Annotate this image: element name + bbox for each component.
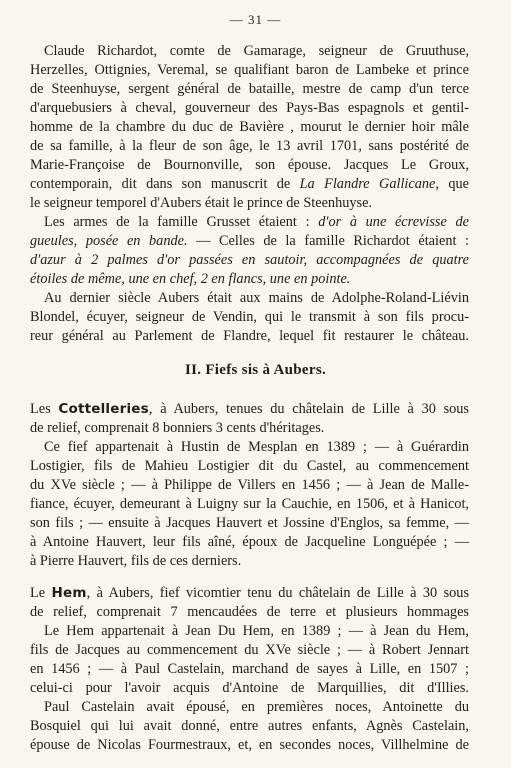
paragraph-line: Au dernier siècle Aubers était aux mains de Adolphe-Roland-Liévin xyxy=(44,290,469,306)
paragraph-line: Blondel, écuyer, seigneur de Vendin, qui le transmit à son fils procu- xyxy=(30,309,469,325)
fief-name: Cottelleries xyxy=(58,401,149,417)
paragraph-line xyxy=(30,232,469,250)
paragraph-line: de sa famille, à la fleur de son âge, le 13 avril 1701, sans postérité de xyxy=(30,138,469,154)
paragraph-line: Ce fief appartenait à Hustin de Mesplan en 1389 ; — à Guérardin xyxy=(44,439,469,455)
paragraph-line: épouse de Nicolas Fourmestraux, et, en secondes noces, Villhelmine de xyxy=(30,737,469,753)
paragraph-line: Bosquiel qui lui avait donné, entre autres enfants, Agnès Castelain, xyxy=(30,718,469,734)
paragraph-line: son fils ; — ensuite à Jacques Hauvert et Jossine d'Englos, sa femme, — xyxy=(30,515,469,531)
paragraph-line: Paul Castelain avait épousé, en premières noces, Antoinette du xyxy=(44,699,469,715)
paragraph-line: d'arquebusiers à cheval, gouverneur des Pays-Bas espagnols et gentil- xyxy=(30,100,469,116)
page-number: — 31 — xyxy=(229,12,282,27)
paragraph-line: reur général au Parlement de Flandre, lequel fit restaurer le château. xyxy=(30,328,469,344)
text-run: , que xyxy=(435,176,470,192)
text-run: Le xyxy=(30,585,52,601)
paragraph-line: du XVe siècle ; — à Philippe de Villers en 1456 ; — à Jean de Malle- xyxy=(30,477,469,493)
paragraph-line: Marie-Françoise de Bournonville, son épouse. Jacques Le Groux, xyxy=(30,157,469,173)
paragraph-line: homme de la chambre du duc de Bavière , mourut le dernier hoir mâle xyxy=(30,119,469,135)
italic-run: étoiles de même, une en chef, 2 en flancs, une en pointe. xyxy=(30,271,351,287)
paragraph-line: Herzelles, Ottignies, Veremal, se qualifiant baron de Lambeke et prince xyxy=(30,62,469,78)
paragraph-line xyxy=(30,400,469,418)
paragraph-line xyxy=(30,270,350,288)
paragraph-line: à Pierre Hauvert, fils de ces derniers. xyxy=(30,553,242,569)
italic-run: d'azur à 2 palmes d'or passées en sautoir, accompagnées de quatre xyxy=(30,252,469,268)
paragraph-line: le seigneur temporel d'Aubers était le prince de Steenhuyse. xyxy=(30,195,373,211)
text-run: Les armes de la famille Grusset étaient : xyxy=(44,214,319,230)
paragraph-line: fils de Jacques au commencement du XVe siècle ; — à Robert Jennart xyxy=(30,642,469,658)
paragraph-line: Lostigier, fils de Mahieu Lostigier dit du Castel, au commencement xyxy=(30,458,469,474)
book-title: La Flandre Gallicane xyxy=(299,176,436,192)
paragraph-line: à Antoine Hauvert, leur fils aîné, époux de Jacqueline Longuépée ; — xyxy=(30,534,469,550)
paragraph-line: de Steenhuyse, sergent général de bataille, mestre de camp d'un terce xyxy=(30,81,469,97)
text-run: Les xyxy=(30,401,59,417)
paragraph-line: fiance, écuyer, demeurant à Luigny sur la Cauchie, en 1506, et à Hanicot, xyxy=(30,496,469,512)
italic-run: d'or à une écrevisse de xyxy=(318,214,469,230)
section-heading: II. Fiefs sis à Aubers. xyxy=(184,362,327,378)
paragraph-line xyxy=(30,251,469,269)
text-run: , à Aubers, tenues du châtelain de Lille à 30 sous xyxy=(148,401,469,417)
text-run: contemporain, dit dans son manuscrit de xyxy=(30,176,300,192)
paragraph-line xyxy=(44,213,469,231)
paragraph-line: de relief, comprenait 7 mencaudées de terre et plusieurs hommages xyxy=(30,604,469,620)
text-run: — Celles de la famille Richardot étaient : xyxy=(187,233,469,249)
paragraph-line: celui-ci pour l'avoir acquis d'Antoine de Marquillies, dit d'Illies. xyxy=(30,680,469,696)
fief-name: Hem xyxy=(51,585,87,601)
paragraph-line xyxy=(30,584,469,602)
paragraph-line xyxy=(30,175,469,193)
text-run: , à Aubers, fief vicomtier tenu du châtelain de Lille à 30 sous xyxy=(86,585,470,601)
paragraph-line: Claude Richardot, comte de Gamarage, seigneur de Gruuthuse, xyxy=(44,43,469,59)
paragraph-line: en 1456 ; — à Paul Castelain, marchand de sayes à Lille, en 1507 ; xyxy=(30,661,469,677)
paragraph-line: Le Hem appartenait à Jean Du Hem, en 1389 ; — à Jean du Hem, xyxy=(44,623,469,639)
italic-run: gueules, posée en bande. xyxy=(30,233,188,249)
paragraph-line: de relief, comprenait 8 bonniers 3 cents d'héritages. xyxy=(30,420,325,436)
